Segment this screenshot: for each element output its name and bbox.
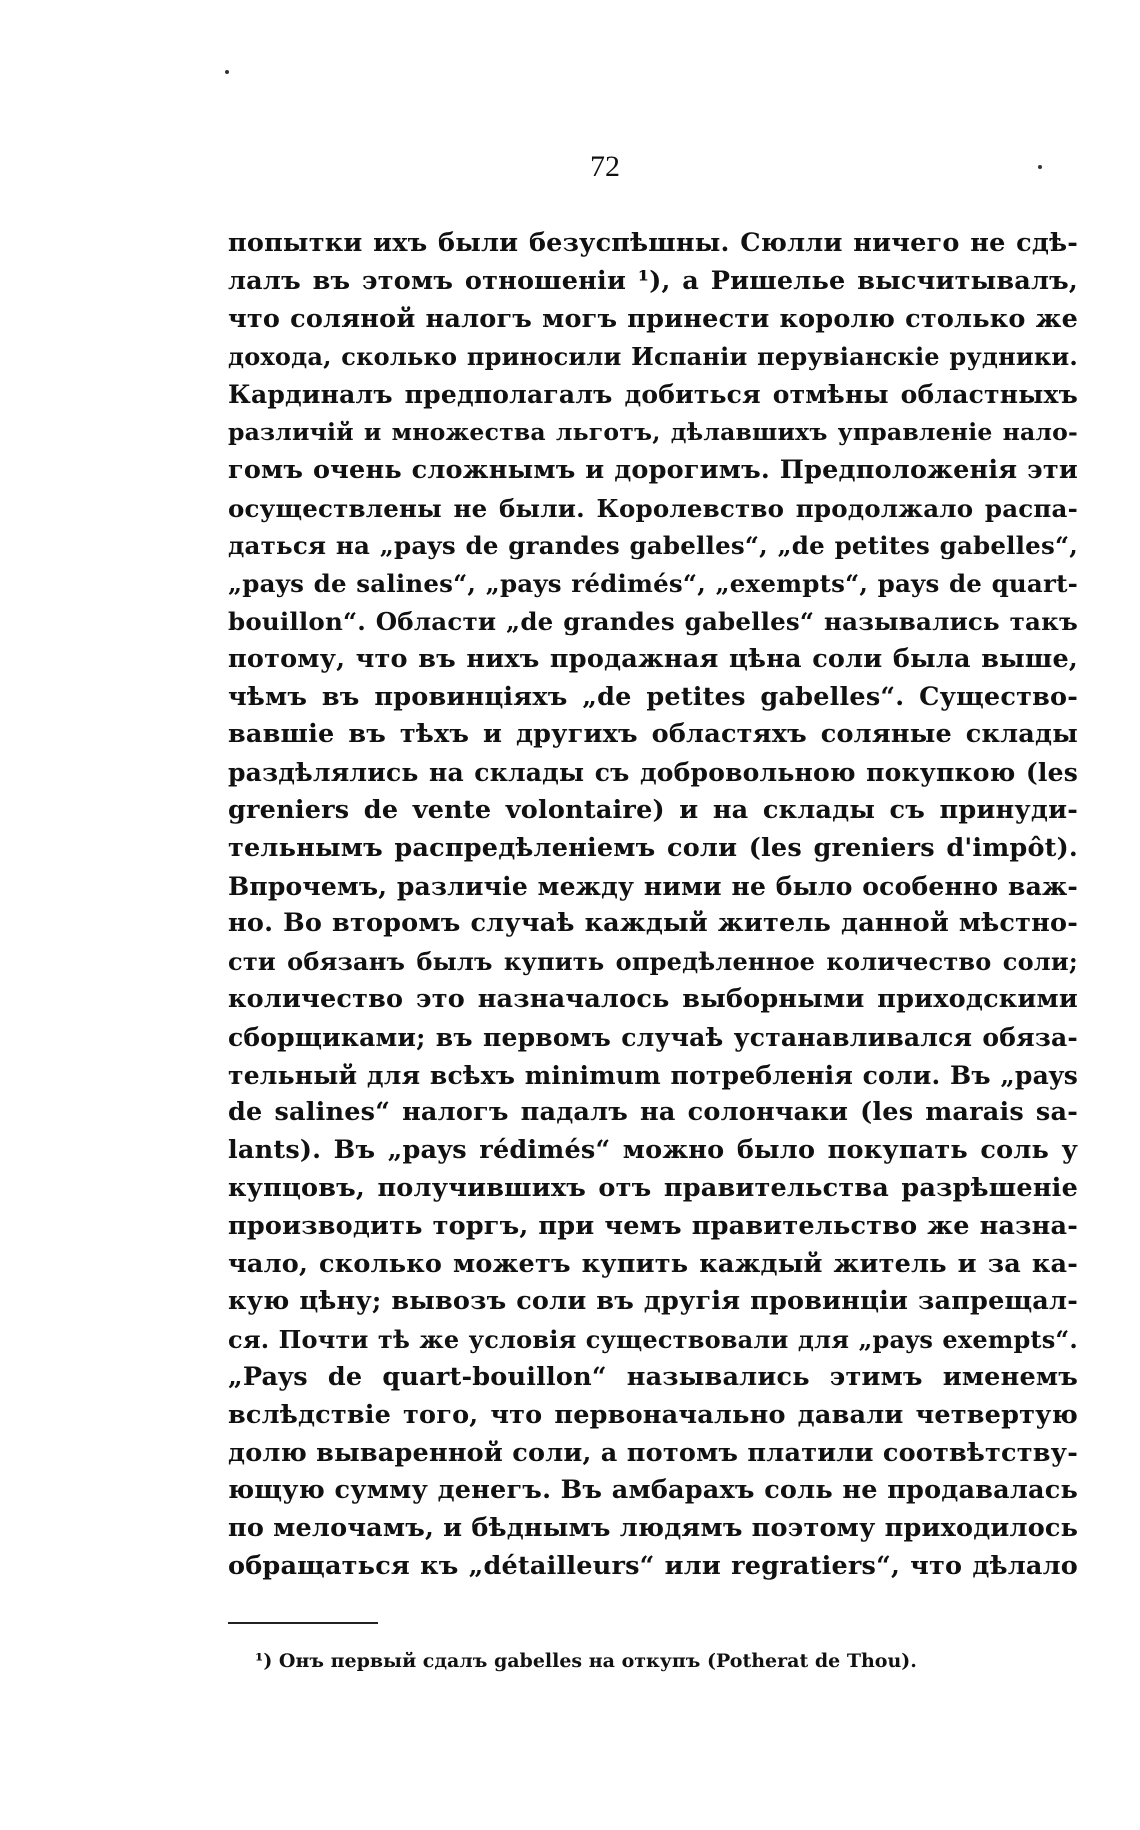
text-line: долю вываренной соли, а потомъ платили соотвѣтству- <box>228 1437 1078 1468</box>
text-line: greniers de vente volontaire) и на склады съ принуди- <box>228 794 1078 825</box>
text-line: производить торгъ, при чемъ правительство же назна- <box>228 1210 1078 1241</box>
text-line: гомъ очень сложнымъ и дорогимъ. Предположенія эти <box>228 454 1078 485</box>
text-line: различій и множества льготъ, дѣлавшихъ управленіе нало- <box>228 417 1078 446</box>
scan-speck <box>225 70 229 74</box>
text-line: раздѣлялись на склады съ добровольною покупкою (les <box>228 758 1078 788</box>
text-line: сти обязанъ былъ купить опредѣленное количество соли; <box>228 947 1078 977</box>
text-line: потому, что въ нихъ продажная цѣна соли была выше, <box>228 643 1078 674</box>
text-line: тельный для всѣхъ minimum потребленія соли. Въ „pays <box>228 1060 1078 1090</box>
text-line: вслѣдствіе того, что первоначально давали четвертую <box>228 1399 1078 1430</box>
text-line: сборщиками; въ первомъ случаѣ устанавливался обяза- <box>228 1022 1078 1052</box>
text-line: ся. Почти тѣ же условія существовали для „pays exempts“. <box>228 1325 1078 1355</box>
text-line: кую цѣну; вывозъ соли въ другія провинціи запрещал- <box>228 1286 1078 1317</box>
text-line: тельнымъ распредѣленіемъ соли (les greniers d'impôt). <box>228 832 1078 863</box>
page-number: 72 <box>590 150 620 183</box>
text-line: чало, сколько можетъ купить каждый житель и за ка- <box>228 1248 1078 1279</box>
text-line: что соляной налогъ могъ принести королю столько же <box>228 303 1078 334</box>
text-line: обращаться къ „détailleurs“ или regratiers“, что дѣлало <box>228 1550 1078 1581</box>
text-line: осуществлены не были. Королевство продолжало распа- <box>228 493 1078 523</box>
text-line: чѣмъ въ провинціяхъ „de petites gabelles“. Существо- <box>228 681 1078 712</box>
footnote-divider <box>228 1622 378 1624</box>
footnote: ¹) Онъ первый сдалъ gabelles на откупъ (Potherat de Thou). <box>255 1650 917 1672</box>
text-line: „Pays de quart-bouillon“ назывались этимъ именемъ <box>228 1361 1078 1392</box>
text-line: „pays de salines“, „pays rédimés“, „exempts“, pays de quart- <box>228 569 1078 599</box>
text-line: de salines“ налогъ падалъ на солончаки (les marais sa- <box>228 1097 1078 1128</box>
text-line: купцовъ, получившихъ отъ правительства разрѣшеніе <box>228 1172 1078 1203</box>
text-line: дохода, сколько приносили Испаніи перувіанскіе рудники. <box>228 342 1078 372</box>
text-line: вавшіе въ тѣхъ и другихъ областяхъ соляные склады <box>228 719 1078 750</box>
text-line: но. Во второмъ случаѣ каждый житель данной мѣстно- <box>228 908 1078 939</box>
text-line: Впрочемъ, различіе между ними не было особенно важ- <box>228 871 1078 901</box>
text-line: bouillon“. Области „de grandes gabelles“ назывались такъ <box>228 606 1078 636</box>
text-line: ющую сумму денегъ. Въ амбарахъ соль не продавалась <box>228 1475 1078 1506</box>
text-line: по мелочамъ, и бѣднымъ людямъ поэтому приходилось <box>228 1513 1079 1544</box>
text-line: даться на „pays de grandes gabelles“, „de petites gabelles“, <box>228 531 1078 561</box>
text-line: lants). Въ „pays rédimés“ можно было покупать соль у <box>228 1135 1078 1166</box>
text-line: попытки ихъ были безуспѣшны. Сюлли ничего не сдѣ- <box>228 228 1078 258</box>
text-line: лалъ въ этомъ отношеніи ¹), а Ришелье высчитывалъ, <box>228 265 1078 296</box>
body-text <box>228 225 1078 1586</box>
text-line: количество это назначалось выборными приходскими <box>228 983 1078 1014</box>
text-line: Кардиналъ предполагалъ добиться отмѣны областныхъ <box>228 380 1078 410</box>
